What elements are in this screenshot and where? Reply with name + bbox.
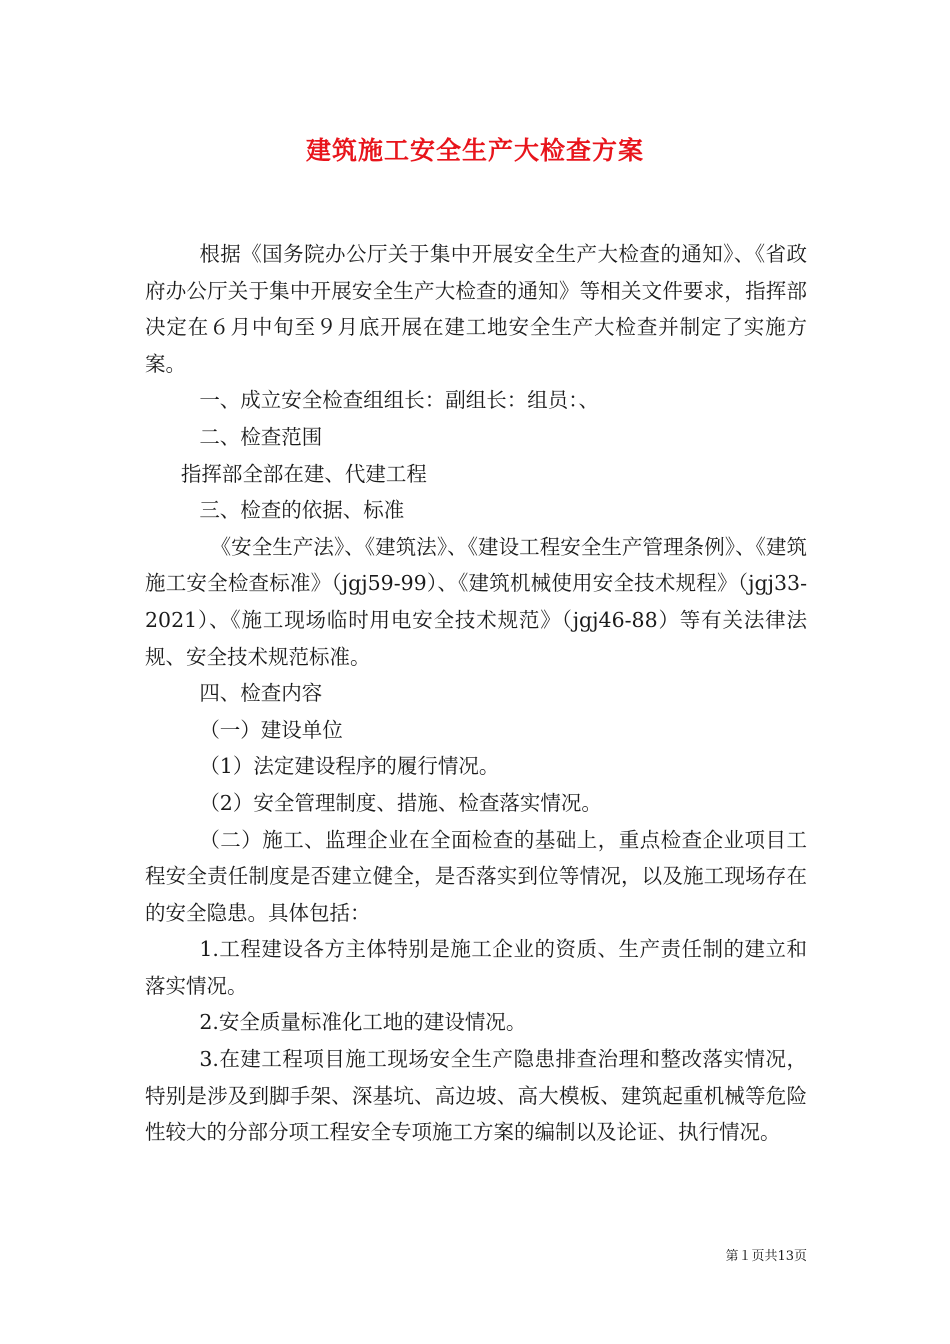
numbered-item-3: 3.在建工程项目施工现场安全生产隐患排查治理和整改落实情况，特别是涉及到脚手架、深基坑、高边坡、高大模板、建筑起重机械等危险性较大的分部分项工程安全专项施工方案的编制以及论证、执行情况。 bbox=[145, 1047, 807, 1145]
numbered-item-2: 2.安全质量标准化工地的建设情况。 bbox=[199, 1010, 527, 1035]
page-number-footer: 第１页共13页 bbox=[725, 1249, 807, 1264]
subsection-heading-1: （一）建设单位 bbox=[199, 717, 343, 742]
paragraph-standards: 《安全生产法》、《建筑法》、《建设工程安全生产管理条例》、《建筑施工安全检查标准》（jgj59-99）、《建筑机械使用安全技术规程》（jgj33-2021）、《施工现场临时用电安全技术规范》（jgj46-88）等有关法律法规、安全技术规范标准。 bbox=[145, 534, 807, 669]
section-heading-3: 三、检查的依据、标准 bbox=[199, 498, 405, 523]
list-item-2: （2）安全管理制度、措施、检查落实情况。 bbox=[199, 790, 602, 815]
section-heading-1: 一、成立安全检查组组长：副组长：组员：、 bbox=[199, 388, 600, 413]
section-heading-4: 四、检查内容 bbox=[199, 681, 323, 706]
numbered-item-1: 1.工程建设各方主体特别是施工企业的资质、生产责任制的建立和落实情况。 bbox=[145, 937, 807, 998]
paragraph-subsection-2: （二）施工、监理企业在全面检查的基础上，重点检查企业项目工程安全责任制度是否建立健全，是否落实到位等情况，以及施工现场存在的安全隐患。具体包括： bbox=[145, 827, 807, 925]
list-item-1: （1）法定建设程序的履行情况。 bbox=[199, 754, 500, 779]
paragraph-intro: 根据《国务院办公厅关于集中开展安全生产大检查的通知》、《省政府办公厅关于集中开展安全生产大检查的通知》等相关文件要求，指挥部决定在６月中旬至９月底开展在建工地安全生产大检查并制定了实施方案。 bbox=[145, 242, 807, 376]
document-title: 建筑施工安全生产大检查方案 bbox=[305, 136, 644, 165]
paragraph-scope: 指挥部全部在建、代建工程 bbox=[180, 461, 427, 486]
section-heading-2: 二、检查范围 bbox=[199, 424, 323, 449]
document-body bbox=[145, 236, 807, 1151]
